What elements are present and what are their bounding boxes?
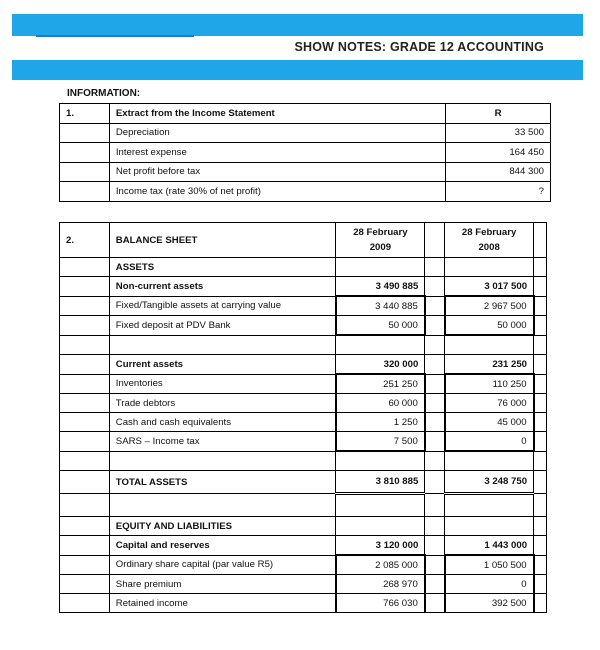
value-2008: 0 bbox=[445, 432, 534, 452]
table-row bbox=[60, 223, 547, 258]
table-row bbox=[60, 182, 551, 202]
table-row bbox=[60, 413, 547, 432]
value-2009: 7 500 bbox=[336, 432, 425, 452]
row-label: Share premium bbox=[109, 575, 336, 594]
equity-heading: EQUITY AND LIABILITIES bbox=[109, 517, 336, 536]
table-row bbox=[60, 432, 547, 452]
column-header-2009: 28 February 2009 bbox=[336, 223, 425, 258]
value-2009: 251 250 bbox=[336, 374, 425, 394]
value-2009: 3 810 885 bbox=[336, 471, 425, 494]
table-row bbox=[60, 104, 551, 124]
value-2008: 50 000 bbox=[445, 316, 534, 336]
value-2008: 3 017 500 bbox=[445, 277, 534, 297]
row-label: Net profit before tax bbox=[109, 162, 445, 182]
table-row bbox=[60, 594, 547, 613]
table-row bbox=[60, 394, 547, 413]
header-band-bottom bbox=[12, 60, 583, 80]
value-2009: 1 250 bbox=[336, 413, 425, 432]
column-header: R bbox=[446, 104, 551, 124]
row-label: Retained income bbox=[109, 594, 336, 613]
value-2009: 766 030 bbox=[336, 594, 425, 613]
value-2008: 392 500 bbox=[445, 594, 534, 613]
row-label: Fixed deposit at PDV Bank bbox=[109, 316, 336, 336]
row-label: TOTAL ASSETS bbox=[109, 471, 336, 494]
table-row bbox=[60, 374, 547, 394]
value-2008: 231 250 bbox=[445, 355, 534, 375]
row-value: 844 300 bbox=[446, 162, 551, 182]
table-row bbox=[60, 316, 547, 336]
section-number: 1. bbox=[60, 104, 110, 124]
table-row bbox=[60, 451, 547, 471]
section-title: Extract from the Income Statement bbox=[109, 104, 445, 124]
table-row bbox=[60, 536, 547, 556]
row-label: Ordinary share capital (par value R5) bbox=[109, 555, 336, 575]
value-2009: 2 085 000 bbox=[336, 555, 425, 575]
row-value: ? bbox=[446, 182, 551, 202]
row-label: Current assets bbox=[109, 355, 336, 375]
table-row bbox=[60, 258, 547, 277]
row-label: SARS – Income tax bbox=[109, 432, 336, 452]
value-2008: 45 000 bbox=[445, 413, 534, 432]
information-heading: INFORMATION: bbox=[67, 88, 141, 99]
balance-sheet-table bbox=[59, 222, 547, 613]
table-row bbox=[60, 555, 547, 575]
row-label: Interest expense bbox=[109, 143, 445, 163]
value-2009: 320 000 bbox=[336, 355, 425, 375]
row-label: Fixed/Tangible assets at carrying value bbox=[109, 296, 336, 316]
value-2009: 50 000 bbox=[336, 316, 425, 336]
value-2008: 110 250 bbox=[445, 374, 534, 394]
assets-heading: ASSETS bbox=[109, 258, 336, 277]
table-row bbox=[60, 162, 551, 182]
value-2009: 3 490 885 bbox=[336, 277, 425, 297]
table-row bbox=[60, 143, 551, 163]
row-label: Non-current assets bbox=[109, 277, 336, 297]
value-2008: 0 bbox=[445, 575, 534, 594]
row-label: Trade debtors bbox=[109, 394, 336, 413]
table-row bbox=[60, 123, 551, 143]
section-title: BALANCE SHEET bbox=[109, 223, 336, 258]
table-row bbox=[60, 494, 547, 517]
row-value: 33 500 bbox=[446, 123, 551, 143]
value-2008: 2 967 500 bbox=[445, 296, 534, 316]
value-2008: 3 248 750 bbox=[445, 471, 534, 494]
table-row bbox=[60, 277, 547, 297]
table-row bbox=[60, 335, 547, 355]
table-row bbox=[60, 355, 547, 375]
table-row bbox=[60, 296, 547, 316]
row-value: 164 450 bbox=[446, 143, 551, 163]
value-2008: 1 050 500 bbox=[445, 555, 534, 575]
row-label: Inventories bbox=[109, 374, 336, 394]
value-2009: 60 000 bbox=[336, 394, 425, 413]
header-band-top bbox=[12, 14, 583, 36]
value-2009: 3 120 000 bbox=[336, 536, 425, 556]
table-row bbox=[60, 517, 547, 536]
value-2009: 3 440 885 bbox=[336, 296, 425, 316]
column-header-2008: 28 February 2008 bbox=[445, 223, 534, 258]
income-statement-table bbox=[59, 103, 551, 202]
table-row bbox=[60, 575, 547, 594]
section-number: 2. bbox=[60, 223, 110, 258]
value-2008: 1 443 000 bbox=[445, 536, 534, 556]
row-label: Depreciation bbox=[109, 123, 445, 143]
row-label: Capital and reserves bbox=[109, 536, 336, 556]
table-row bbox=[60, 471, 547, 494]
page-title: SHOW NOTES: GRADE 12 ACCOUNTING bbox=[294, 40, 544, 54]
row-label: Cash and cash equivalents bbox=[109, 413, 336, 432]
header-underline bbox=[36, 35, 194, 37]
row-label: Income tax (rate 30% of net profit) bbox=[109, 182, 445, 202]
value-2008: 76 000 bbox=[445, 394, 534, 413]
value-2009: 268 970 bbox=[336, 575, 425, 594]
